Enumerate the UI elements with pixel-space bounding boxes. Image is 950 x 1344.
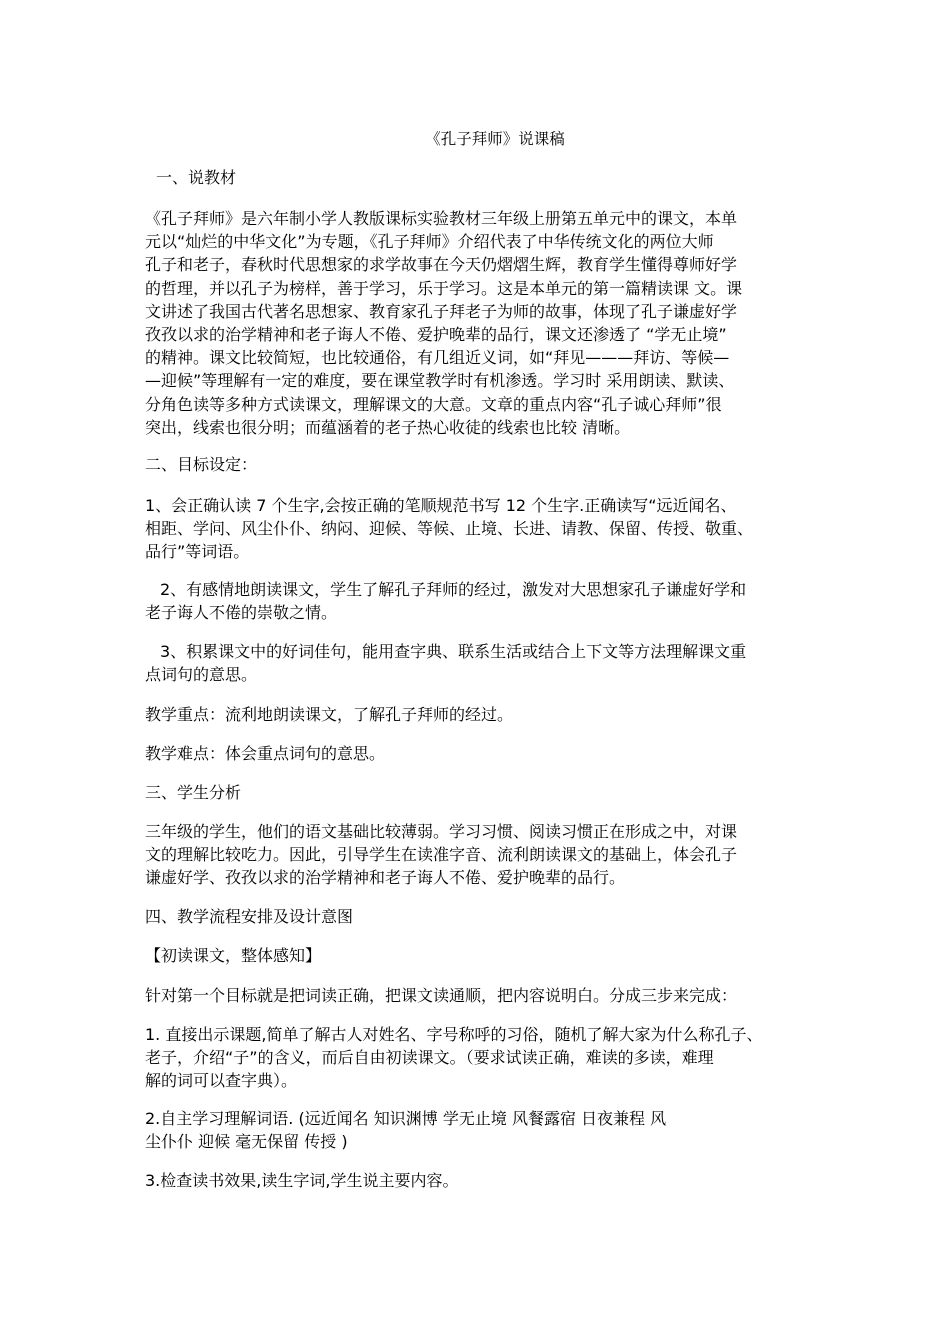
section3-heading: 三、学生分析: [145, 783, 242, 802]
text-line: 2、有感情地朗读课文，学生了解孔子拜师的经过，激发对大思想家孔子谦虚好学和: [160, 580, 747, 599]
goal-3: [145, 640, 810, 686]
text-line: 孔子和老子，春秋时代思想家的求学故事在今天仍熠熠生辉，教育学生懂得尊师好学: [145, 255, 738, 275]
goal-2: [145, 578, 810, 624]
text-line: 文的理解比较吃力。因此，引导学生在读准字音、流利朗读课文的基础上，体会孔子: [145, 845, 738, 865]
text-line: 3、积累课文中的好词佳句，能用查字典、联系生活或结合上下文等方法理解课文重: [160, 642, 747, 661]
text-line: 1. 直接出示课题,简单了解古人对姓名、字号称呼的习俗，随机了解大家为什么称孔子、: [145, 1025, 763, 1044]
goal-1: [145, 494, 810, 564]
text-line: 突出，线索也很分明；而蕴涵着的老子热心收徒的线索也比较 清晰。: [145, 417, 631, 437]
key-point: 教学重点：流利地朗读课文，了解孔子拜师的经过。: [145, 705, 514, 724]
text-line: 1、会正确认读 7 个生字,会按正确的笔顺规范书写 12 个生字.正确读写“远近闻名、: [145, 496, 737, 515]
section1-heading: 一、说教材: [156, 168, 237, 187]
text-line: 老子，介绍“子”的含义，而后自由初读课文。（要求试读正确，难读的多读，难理: [145, 1048, 714, 1068]
text-line: 三年级的学生，他们的语文基础比较薄弱。学习习惯、阅读习惯正在形成之中，对课: [145, 822, 738, 841]
text-line: 2.自主学习理解词语. (远近闻名 知识渊博 学无止境 风餐露宿 日夜兼程 风: [145, 1109, 667, 1128]
text-line: 谦虚好学、孜孜以求的治学精神和老子诲人不倦、爱护晚辈的品行。: [145, 868, 626, 888]
difficult-point: 教学难点：体会重点词句的意思。: [145, 744, 386, 763]
section4-heading: 四、教学流程安排及设计意图: [145, 907, 354, 926]
text-line: 孜孜以求的治学精神和老子诲人不倦、爱护晚辈的品行，课文还渗透了 “学无止境”: [145, 325, 727, 345]
document-title: 《孔子拜师》说课稿: [425, 130, 565, 148]
text-line: 分角色读等多种方式读课文，理解课文的大意。文章的重点内容“孔子诚心拜师”很: [145, 394, 722, 414]
stage-intro: 针对第一个目标就是把词读正确，把课文读通顺，把内容说明白。分成三步来完成：: [145, 986, 738, 1005]
text-line: 的精神。课文比较简短，也比较通俗，有几组近义词，如“拜见———拜访、等候—: [145, 348, 730, 368]
stage-heading: 【初读课文，整体感知】: [145, 946, 322, 965]
text-line: 相距、学问、风尘仆仆、纳闷、迎候、等候、止境、长进、请教、保留、传授、敬重、: [145, 519, 754, 539]
section3-paragraph: [145, 820, 810, 890]
text-line: 的哲理，并以孔子为榜样，善于学习，乐于学习。这是本单元的第一篇精读课 文。课: [145, 278, 743, 298]
step-2: [145, 1107, 810, 1153]
text-line: 品行”等词语。: [145, 542, 250, 562]
text-line: 元以“灿烂的中华文化”为专题，《孔子拜师》介绍代表了中华传统文化的两位大师: [145, 232, 714, 252]
text-line: —迎候”等理解有一定的难度，要在课堂教学时有机渗透。学习时 采用朗读、默读、: [145, 371, 735, 391]
text-line: 《孔子拜师》是六年制小学人教版课标实验教材三年级上册第五单元中的课文，本单: [145, 209, 738, 228]
text-line: 尘仆仆 迎候 毫无保留 传授 ): [145, 1132, 348, 1152]
section1-paragraph: [145, 207, 810, 439]
text-line: 点词句的意思。: [145, 665, 258, 685]
step-3: 3.检查读书效果,读生字词,学生说主要内容。: [145, 1171, 459, 1190]
section2-heading: 二、目标设定：: [145, 455, 258, 474]
text-line: 解的词可以查字典）。: [145, 1071, 298, 1091]
step-1: [145, 1023, 810, 1093]
text-line: 文讲述了我国古代著名思想家、教育家孔子拜老子为师的故事，体现了孔子谦虚好学: [145, 301, 738, 321]
text-line: 老子诲人不倦的崇敬之情。: [145, 603, 338, 623]
